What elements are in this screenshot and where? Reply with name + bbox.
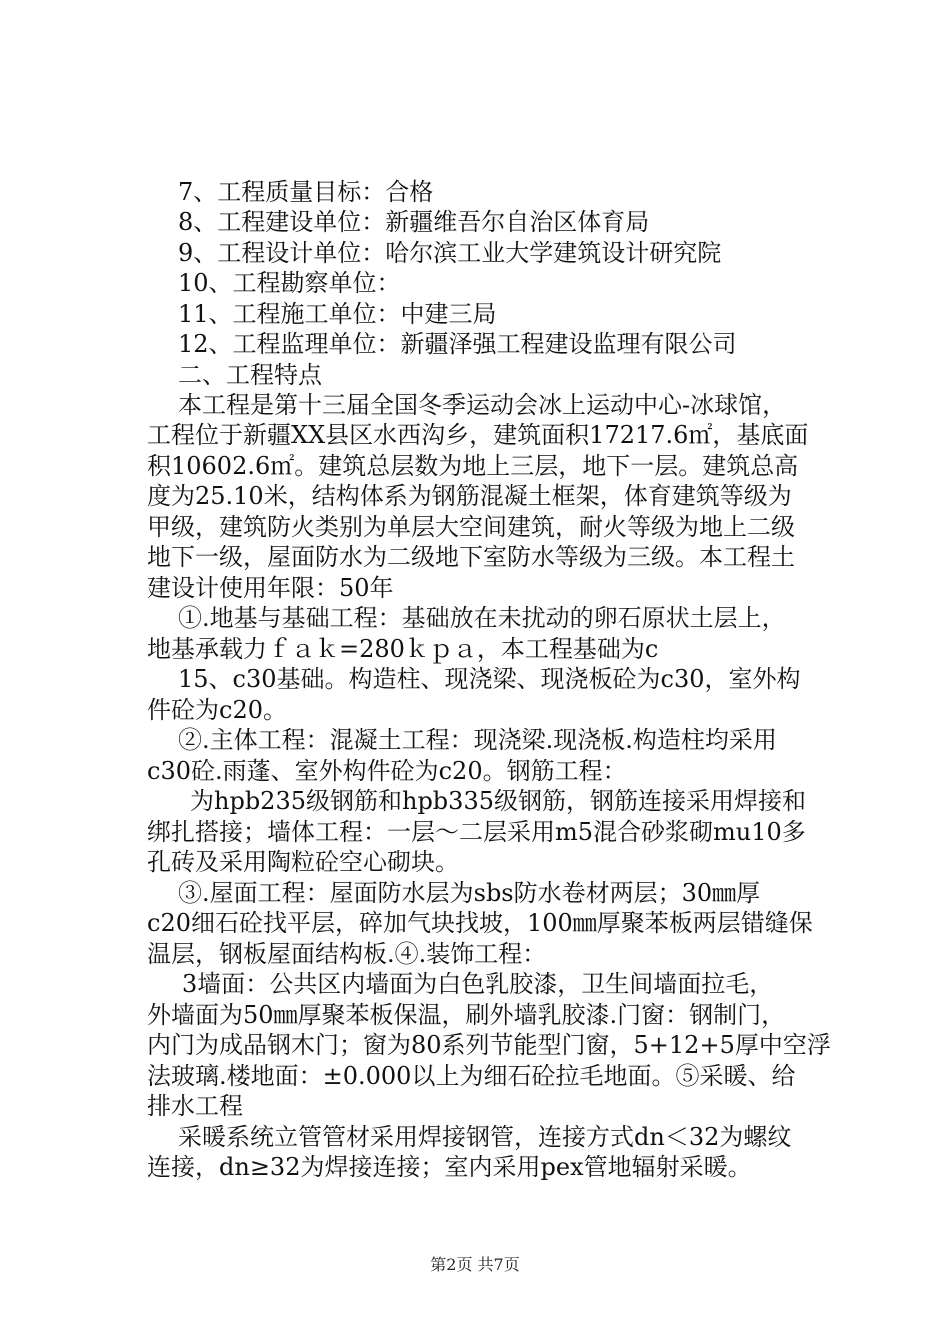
text-line: 9、工程设计单位：哈尔滨工业大学建筑设计研究院: [178, 239, 722, 267]
text-line: 建设计使用年限：50年: [147, 574, 394, 602]
text-line: 积10602.6㎡。建筑总层数为地上三层，地下一层。建筑总高: [147, 452, 799, 480]
text-line: 甲级，建筑防火类别为单层大空间建筑，耐火等级为地上二级: [147, 513, 795, 541]
text-line: 外墙面为50㎜厚聚苯板保温，刷外墙乳胶漆.门窗：钢制门，: [147, 1001, 786, 1029]
text-line: 15、c30基础。构造柱、现浇梁、现浇板砼为c30，室外构: [178, 665, 801, 693]
text-line: 采暖系统立管管材采用焊接钢管，连接方式dn＜32为螺纹: [178, 1123, 792, 1151]
text-line: 法玻璃.楼地面：±0.000以上为细石砼拉毛地面。⑤采暖、给: [147, 1062, 796, 1090]
text-line: 排水工程: [147, 1092, 243, 1120]
text-line: 绑扎搭接；墙体工程：一层～二层采用m5混合砂浆砌mu10多: [147, 818, 806, 846]
text-line: c30砼.雨蓬、室外构件砼为c20。钢筋工程：: [147, 757, 627, 785]
text-line: 内门为成品钢木门；窗为80系列节能型门窗，5+12+5厚中空浮: [147, 1031, 831, 1059]
text-line: ①.地基与基础工程：基础放在未扰动的卵石原状土层上，: [178, 604, 786, 632]
text-line: 8、工程建设单位：新疆维吾尔自治区体育局: [178, 208, 650, 236]
text-line: 温层，钢板屋面结构板.④.装饰工程：: [147, 940, 547, 968]
text-line: 工程位于新疆XX县区水西沟乡，建筑面积17217.6㎡，基底面: [147, 421, 809, 449]
text-line: 件砼为c20。: [147, 696, 287, 724]
text-line: 本工程是第十三届全国冬季运动会冰上运动中心-冰球馆，: [178, 391, 787, 419]
section-heading: 二、工程特点: [178, 361, 322, 389]
text-line: 10、工程勘察单位：: [178, 269, 401, 297]
text-line: 7、工程质量目标：合格: [178, 178, 434, 206]
text-line: 孔砖及采用陶粒砼空心砌块。: [147, 848, 459, 876]
text-line: 地基承载力ｆａｋ=280ｋｐａ，本工程基础为c: [147, 635, 659, 663]
text-line: 3墙面：公共区内墙面为白色乳胶漆，卫生间墙面拉毛，: [182, 970, 774, 998]
text-line: 地下一级，屋面防水为二级地下室防水等级为三级。本工程土: [147, 543, 795, 571]
page-footer: 第2页 共7页: [430, 1255, 520, 1274]
text-line: 度为25.10米，结构体系为钢筋混凝土框架，体育建筑等级为: [147, 482, 792, 510]
text-line: c20细石砼找平层，碎加气块找坡，100㎜厚聚苯板两层错缝保: [147, 909, 813, 937]
text-line: 连接，dn≥32为焊接连接；室内采用pex管地辐射采暖。: [147, 1153, 752, 1181]
text-line: ③.屋面工程：屋面防水层为sbs防水卷材两层；30㎜厚: [178, 879, 761, 907]
text-line: ②.主体工程：混凝土工程：现浇梁.现浇板.构造柱均采用: [178, 726, 777, 754]
text-line: 12、工程监理单位：新疆泽强工程建设监理有限公司: [178, 330, 737, 358]
text-line: 11、工程施工单位：中建三局: [178, 300, 497, 328]
text-line: 为hpb235级钢筋和hpb335级钢筋，钢筋连接采用焊接和: [190, 787, 806, 815]
